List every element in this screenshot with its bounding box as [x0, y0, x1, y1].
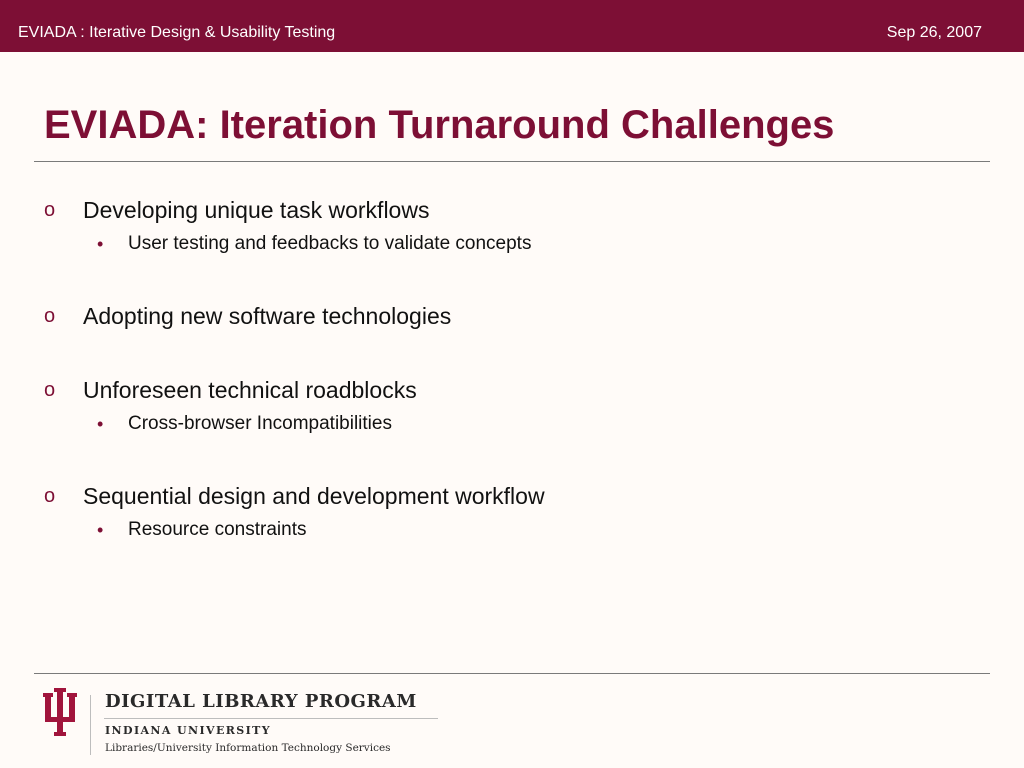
logo-horizontal-divider	[104, 718, 438, 719]
slide-title: EVIADA: Iteration Turnaround Challenges	[44, 103, 835, 147]
bullet-text: Adopting new software technologies	[83, 303, 452, 329]
circle-bullet-icon: o	[44, 305, 56, 327]
circle-bullet-icon: o	[44, 485, 56, 507]
digital-library-program-logo	[40, 688, 440, 758]
bullet-level-2	[0, 412, 1024, 438]
services-name: Libraries/University Information Technology Services	[105, 742, 391, 754]
bullet-text: Developing unique task workflows	[83, 197, 430, 223]
university-name: INDIANA UNIVERSITY	[105, 724, 272, 737]
bullet-level-1	[0, 196, 1024, 226]
dot-bullet-icon: •	[97, 520, 104, 540]
header-date: Sep 26, 2007	[886, 24, 982, 41]
footer-divider	[34, 673, 990, 674]
circle-bullet-icon: o	[44, 199, 56, 221]
bullet-item	[0, 196, 1024, 258]
bullet-text: Sequential design and development workflow	[83, 483, 545, 509]
sub-bullet-text: Cross-browser Incompatibilities	[128, 413, 392, 434]
dot-bullet-icon: •	[97, 234, 104, 254]
bullet-level-1	[0, 376, 1024, 406]
bullet-item	[0, 376, 1024, 438]
circle-bullet-icon: o	[44, 379, 56, 401]
header-presentation-title: EVIADA : Iterative Design & Usability Testing	[18, 24, 336, 41]
bullet-level-1	[0, 302, 1024, 332]
bullet-level-2	[0, 232, 1024, 258]
bullet-level-1	[0, 482, 1024, 512]
iu-trident-icon	[40, 688, 80, 740]
bullet-item	[0, 302, 1024, 332]
sub-bullet-text: User testing and feedbacks to validate concepts	[128, 233, 532, 254]
bullet-item	[0, 482, 1024, 544]
bullet-text: Unforeseen technical roadblocks	[83, 377, 417, 403]
bullet-level-2	[0, 518, 1024, 544]
program-name: DIGITAL LIBRARY PROGRAM	[105, 691, 417, 712]
dot-bullet-icon: •	[97, 414, 104, 434]
sub-bullet-text: Resource constraints	[128, 519, 307, 540]
logo-vertical-divider	[90, 695, 91, 755]
